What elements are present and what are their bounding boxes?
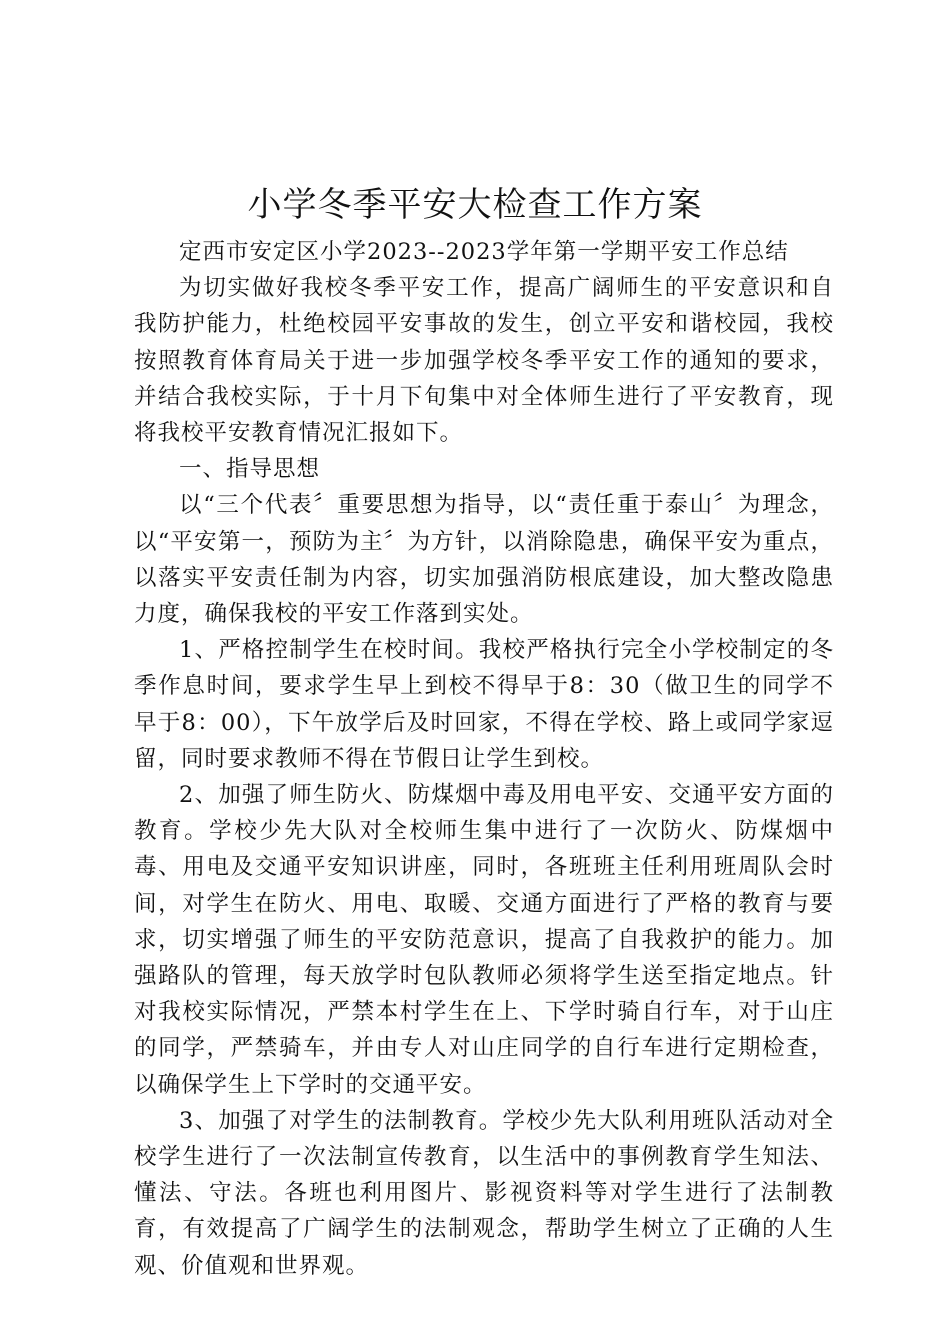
paragraph-item-1: 1、严格控制学生在校时间。我校严格执行完全小学校制定的冬季作息时间，要求学生早上到校不得早于8：30（做卫生的同学不早于8：00），下午放学后及时回家，不得在学校、路上或同学家逗留，同时要求教师不得在节假日让学生到校。 bbox=[134, 637, 834, 772]
document-title: 小学冬季平安大检查工作方案 bbox=[247, 185, 703, 225]
section-heading-guiding-ideology: 一、指导思想 bbox=[179, 456, 321, 483]
paragraph-guiding-ideology: 以“三个代表〞重要思想为指导，以“责任重于泰山〞为理念，以“平安第一，预防为主〞为方针，以消除隐患，确保平安为重点，以落实平安责任制为内容，切实加强消防根底建设，加大整改隐患力度，确保我校的平安工作落到实处。 bbox=[134, 492, 834, 628]
paragraph-subtitle: 定西市安定区小学2023--2023学年第一学期平安工作总结 bbox=[179, 239, 789, 265]
paragraph-item-3: 3、加强了对学生的法制教育。学校少先大队利用班队活动对全校学生进行了一次法制宣传教育，以生活中的事例教育学生知法、懂法、守法。各班也利用图片、影视资料等对学生进行了法制教育，有效提高了广阔学生的法制观念，帮助学生树立了正确的人生观、价值观和世界观。 bbox=[134, 1107, 834, 1279]
document-body bbox=[134, 234, 834, 1284]
paragraph-intro: 为切实做好我校冬季平安工作，提高广阔师生的平安意识和自我防护能力，杜绝校园平安事故的发生，创立平安和谐校园，我校按照教育体育局关于进一步加强学校冬季平安工作的通知的要求，并结合我校实际，于十月下旬集中对全体师生进行了平安教育，现将我校平安教育情况汇报如下。 bbox=[134, 275, 834, 447]
paragraph-item-2: 2、加强了师生防火、防煤烟中毒及用电平安、交通平安方面的教育。学校少先大队对全校师生集中进行了一次防火、防煤烟中毒、用电及交通平安知识讲座，同时，各班班主任利用班周队会时间，对学生在防火、用电、取暖、交通方面进行了严格的教育与要求，切实增强了师生的平安防范意识，提高了自我救护的能力。加强路队的管理，每天放学时包队教师必须将学生送至指定地点。针对我校实际情况，严禁本村学生在上、下学时骑自行车，对于山庄的同学，严禁骑车，并由专人对山庄同学的自行车进行定期检查，以确保学生上下学时的交通平安。 bbox=[134, 782, 834, 1098]
